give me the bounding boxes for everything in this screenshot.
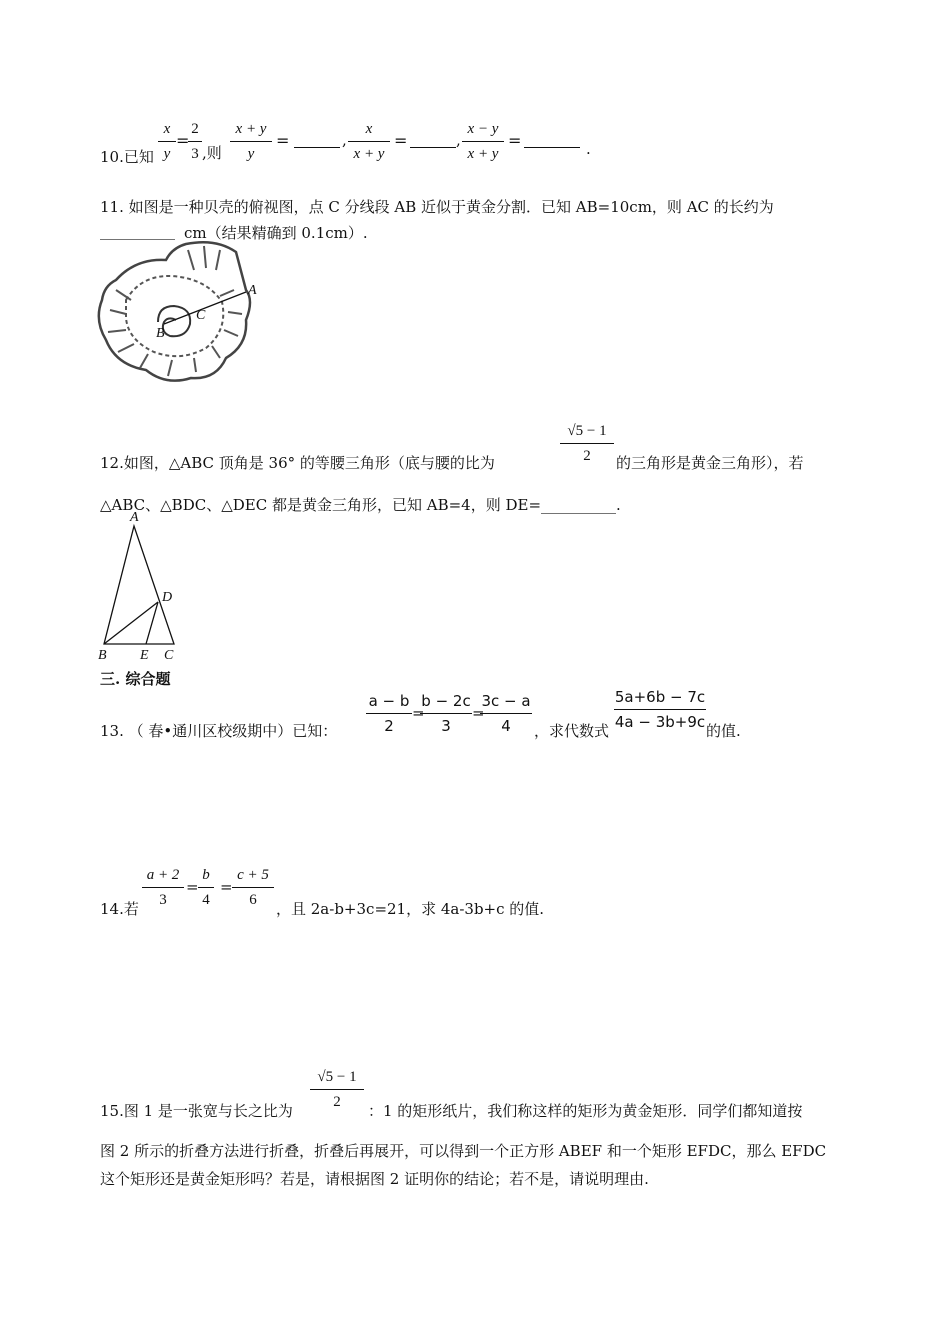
- q14-f2-denominator: 4: [202, 892, 210, 908]
- q10-rhs-denominator: 3: [191, 146, 199, 162]
- q14-f3-numerator: c + 5: [237, 867, 269, 883]
- q13-f3-numerator: 3c − a: [481, 692, 531, 710]
- q10-expr2-denominator: x + y: [353, 146, 385, 162]
- q10-blank-3[interactable]: [524, 131, 580, 148]
- triangle-label-a: A: [130, 510, 139, 525]
- shell-label-c: C: [196, 308, 206, 323]
- q12-prefix: 12.如图，△ABC 顶角是 36° 的等腰三角形（底与腰的比为: [100, 454, 495, 472]
- shell-figure: [96, 240, 266, 390]
- q11-line1: 11. 如图是一种贝壳的俯视图，点 C 分线段 AB 近似于黄金分割．已知 AB=10cm，则 AC 的长约为: [100, 198, 774, 216]
- q13-f2-numerator: b − 2c: [421, 692, 471, 710]
- q14-f3-denominator: 6: [249, 892, 257, 908]
- q10-equals-1: =: [276, 131, 290, 150]
- q10-expr1-fraction: [230, 118, 272, 165]
- q12-line2: △ABC、△BDC、△DEC 都是黄金三角形，已知 AB=4，则 DE=__________.: [100, 496, 621, 514]
- q10-then-text: ,则: [202, 144, 222, 162]
- q14-equals-2: =: [220, 878, 233, 896]
- q10-expr3-denominator: x + y: [467, 146, 499, 162]
- q15-ratio-denominator: 2: [333, 1094, 341, 1110]
- q13-f1-numerator: a − b: [368, 692, 410, 710]
- q14-f1-numerator: a + 2: [146, 867, 180, 883]
- segment-bd: [104, 602, 158, 644]
- q12-suffix: 的三角形是黄金三角形），若: [616, 454, 804, 472]
- segment-bc: [164, 310, 200, 324]
- q13-fraction-1: [366, 690, 412, 737]
- q10-comma-1: ,: [342, 131, 347, 149]
- q12-ratio-fraction: [560, 420, 614, 467]
- q10-expr3-fraction: [462, 118, 504, 165]
- q15-ratio-fraction: [310, 1066, 364, 1113]
- q15-line2: 图 2 所示的折叠方法进行折叠，折叠后再展开，可以得到一个正方形 ABEF 和一个矩形 EFDC，那么 EFDC: [100, 1142, 827, 1160]
- q14-f2-numerator: b: [202, 867, 210, 883]
- q13-f1-denominator: 2: [384, 717, 394, 735]
- q14-equals-1: =: [186, 878, 199, 896]
- q13-fraction-2: [420, 690, 472, 737]
- triangle-label-d: D: [162, 590, 173, 605]
- q10-expr1-denominator: y: [247, 146, 255, 162]
- q14-fraction-2: [198, 864, 214, 911]
- q13-expr-numerator: 5a+6b − 7c: [614, 688, 706, 706]
- q13-f2-denominator: 3: [441, 717, 451, 735]
- q14-suffix: ，且 2a-b+3c=21，求 4a-3b+c 的值.: [276, 900, 545, 918]
- segment-de: [146, 602, 158, 644]
- q10-equals-3: =: [508, 131, 522, 150]
- q10-period: .: [586, 140, 591, 158]
- q10-given-numerator: x: [163, 121, 171, 137]
- q15-suffix: ：1 的矩形纸片，我们称这样的矩形为黄金矩形．同学们都知道按: [368, 1102, 803, 1120]
- q15-ratio-numerator: √5 − 1: [317, 1069, 357, 1085]
- shell-label-b: B: [156, 326, 165, 341]
- shell-inner-ring: [126, 276, 223, 356]
- q14-f1-denominator: 3: [159, 892, 167, 908]
- q13-f3-denominator: 4: [501, 717, 511, 735]
- q10-rhs-fraction: [188, 118, 202, 165]
- shell-outline: [99, 242, 250, 380]
- q10-expr2-fraction: [348, 118, 390, 165]
- triangle-label-b: B: [98, 648, 107, 663]
- q10-equals-sign: =: [176, 131, 190, 150]
- q11-line2-blank[interactable]: __________: [100, 222, 175, 240]
- shell-label-a: A: [248, 283, 257, 298]
- q14-prefix: 14.若: [100, 900, 139, 918]
- q13-equals-2: =: [472, 704, 485, 722]
- q12-ratio-numerator: √5 − 1: [567, 423, 607, 439]
- triangle-label-c: C: [164, 648, 174, 663]
- q10-comma-2: ,: [456, 131, 461, 149]
- q13-mid: ，求代数式: [534, 722, 610, 740]
- q15-prefix: 15.图 1 是一张宽与长之比为: [100, 1102, 293, 1120]
- q10-expr3-numerator: x − y: [467, 121, 499, 137]
- q11-line2-text: cm（结果精确到 0.1cm）.: [184, 224, 368, 242]
- q10-rhs-numerator: 2: [191, 121, 199, 137]
- q13-expression-fraction: [614, 686, 706, 733]
- q10-given-denominator: y: [163, 146, 171, 162]
- triangle-label-e: E: [140, 648, 149, 663]
- q10-blank-2[interactable]: [410, 131, 456, 148]
- q10-expr2-numerator: x: [365, 121, 373, 137]
- q10-blank-1[interactable]: [294, 131, 340, 148]
- q10-expr1-numerator: x + y: [235, 121, 267, 137]
- section-3-title: 三. 综合题: [100, 670, 171, 688]
- q14-fraction-1: [142, 864, 184, 911]
- q13-prefix: 13. （ 春•通川区校级期中）已知：: [100, 722, 338, 740]
- q13-equals-1: =: [412, 704, 425, 722]
- q10-given-fraction: [158, 118, 176, 165]
- q14-fraction-3: [232, 864, 274, 911]
- triangle-figure: [96, 520, 186, 654]
- triangle-abc: [104, 526, 174, 644]
- q13-suffix: 的值.: [706, 722, 741, 740]
- q15-line3: 这个矩形还是黄金矩形吗？若是，请根据图 2 证明你的结论；若不是，请说明理由.: [100, 1170, 649, 1188]
- q10-equals-2: =: [394, 131, 408, 150]
- q12-ratio-denominator: 2: [583, 448, 591, 464]
- q13-expr-denominator: 4a − 3b+9c: [614, 713, 706, 731]
- q10-prefix: 10.已知: [100, 148, 154, 166]
- q13-fraction-3: [480, 690, 532, 737]
